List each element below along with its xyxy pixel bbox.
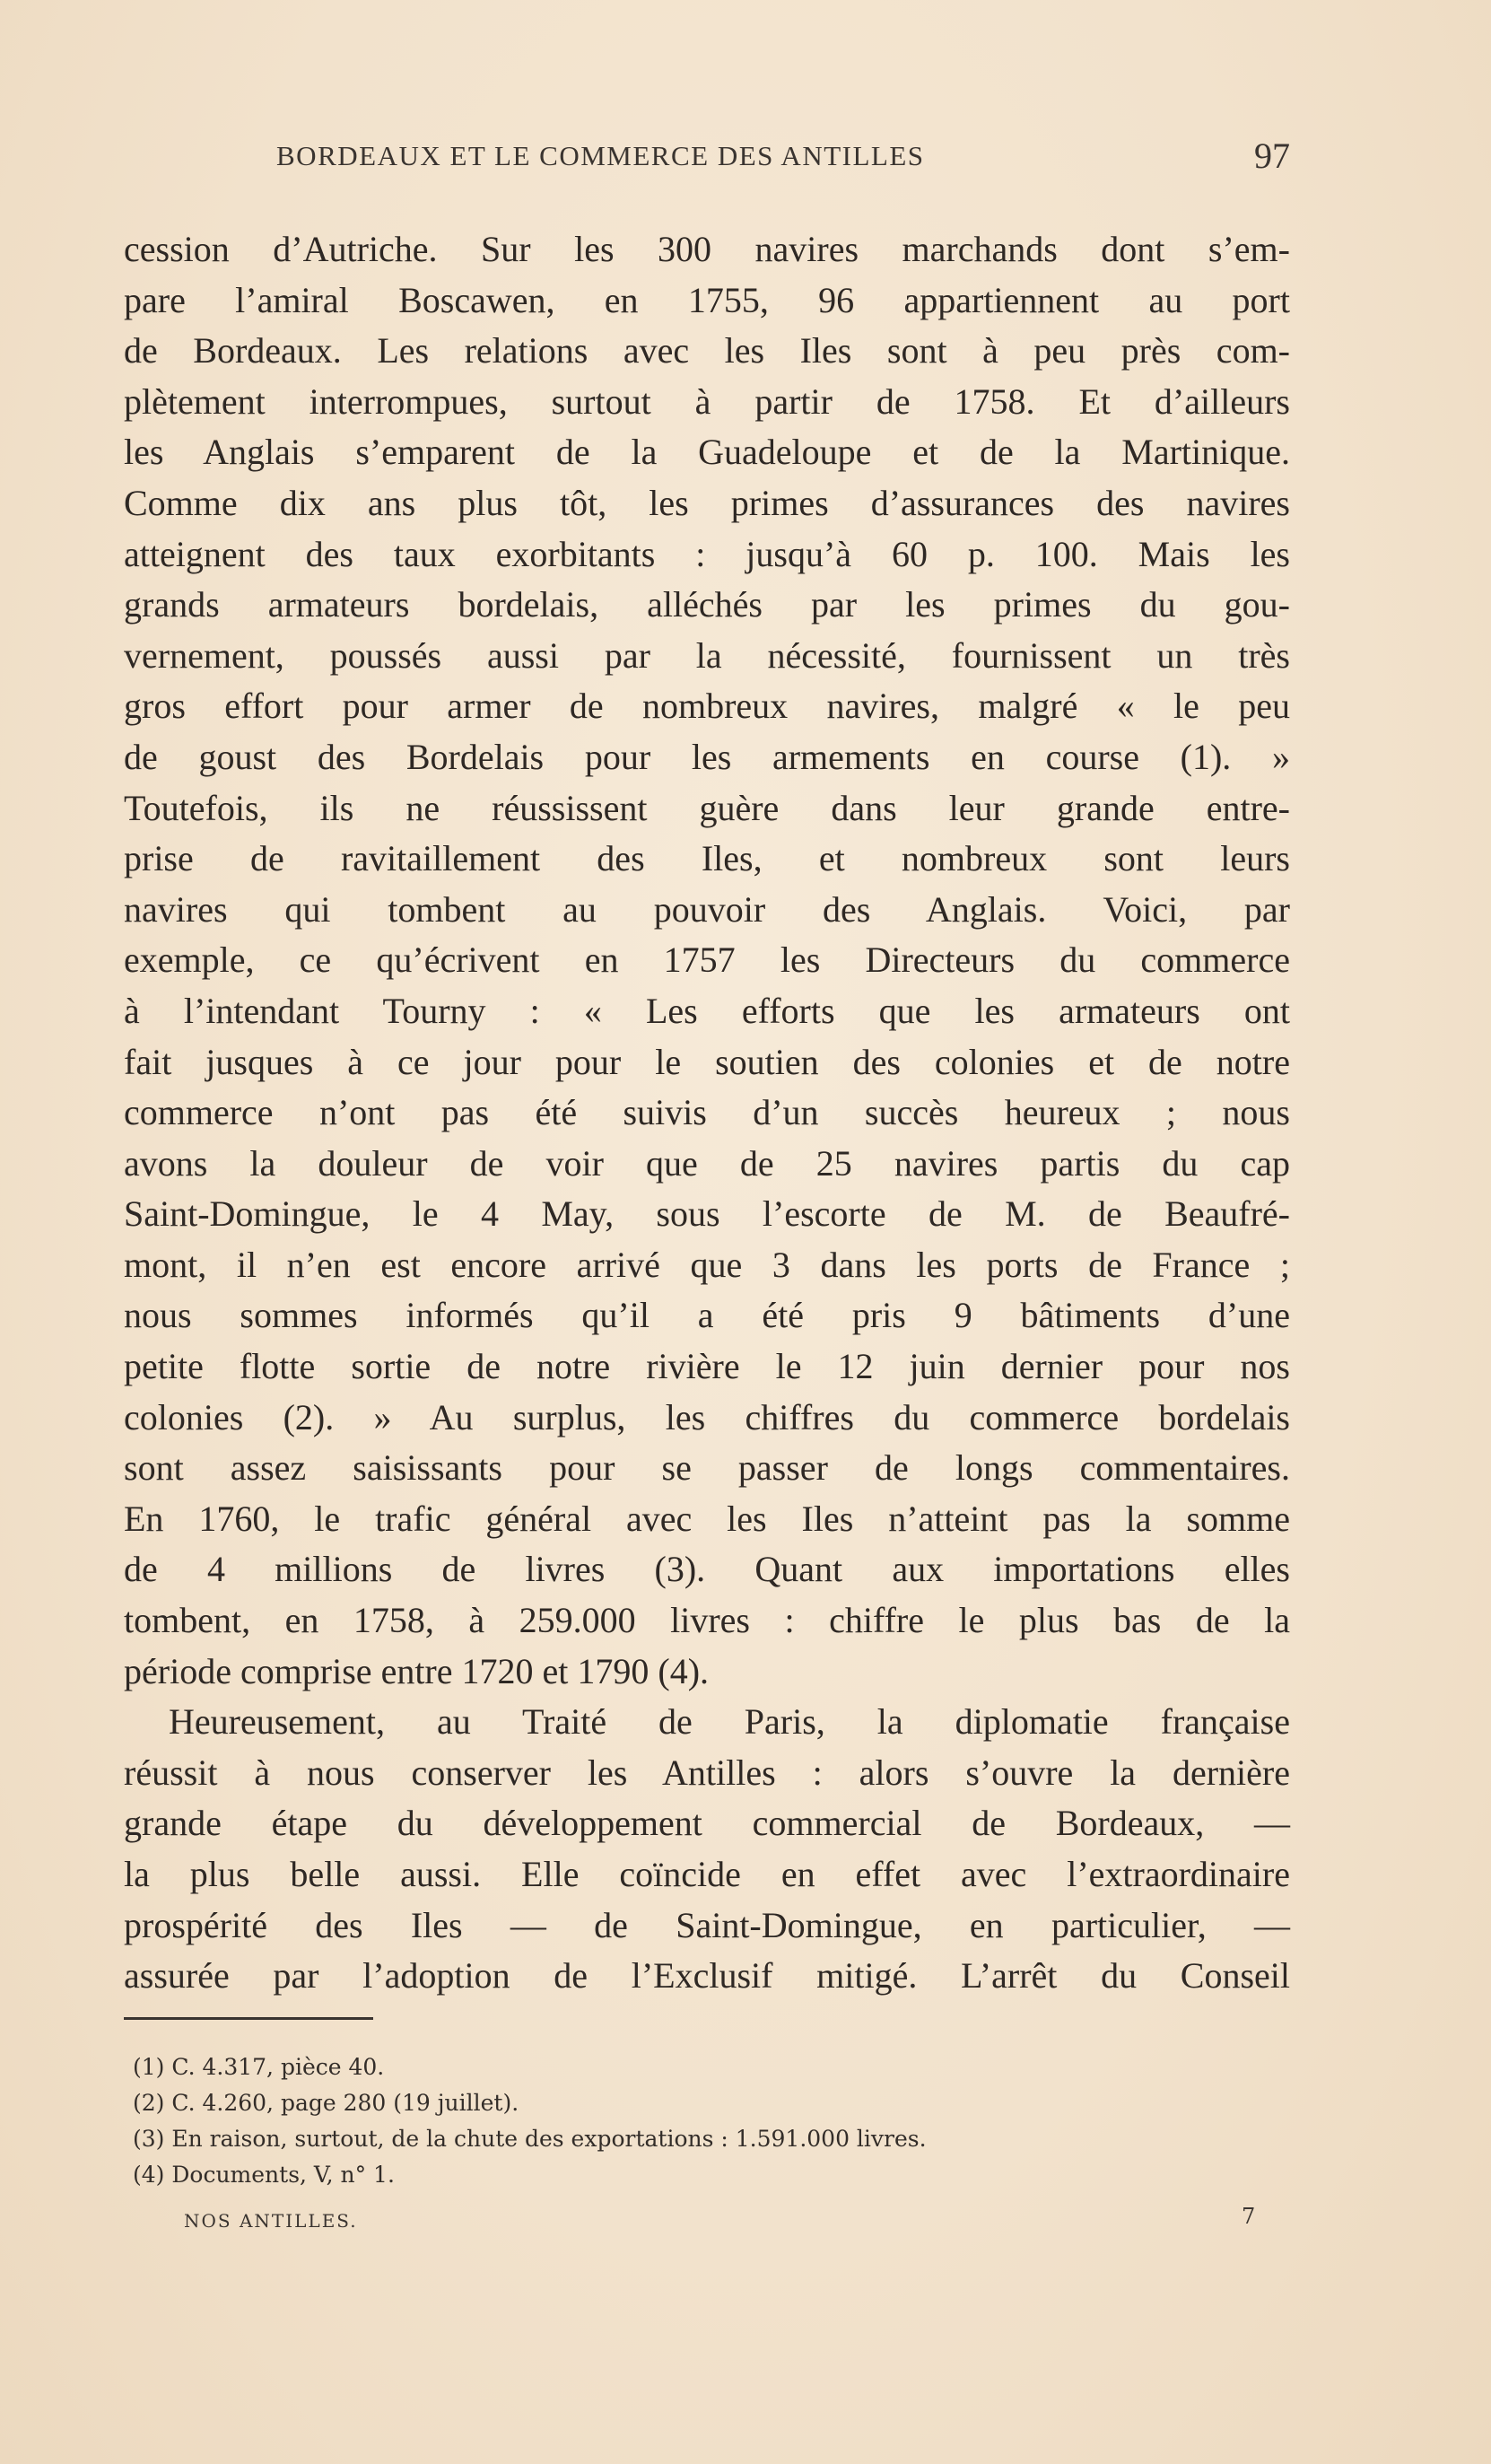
text-line: de 4 millions de livres (3). Quant aux importations elles bbox=[124, 1549, 1290, 1590]
text-line: colonies (2). » Au surplus, les chiffres du commerce bordelais bbox=[124, 1396, 1290, 1437]
text-line: grande étape du développement commercial de Bordeaux, — bbox=[124, 1803, 1290, 1844]
text-line: Comme dix ans plus tôt, les primes d’assurances des navires bbox=[124, 482, 1290, 523]
text-line: Saint-Domingue, le 4 May, sous l’escorte de M. de Beaufré- bbox=[124, 1193, 1290, 1235]
text-line: nous sommes informés qu’il a été pris 9 bâtiments d’une bbox=[124, 1295, 1290, 1336]
text-line: de goust des Bordelais pour les armements en course (1). » bbox=[124, 736, 1290, 777]
footnotes bbox=[133, 2049, 1281, 2193]
signature-mark: NOS ANTILLES. bbox=[184, 2210, 358, 2232]
text-line: atteignent des taux exorbitants : jusqu’à 60 p. 100. Mais les bbox=[124, 533, 1290, 574]
text-line: les Anglais s’emparent de la Guadeloupe et de la Martinique. bbox=[124, 432, 1290, 473]
running-title: BORDEAUX ET LE COMMERCE DES ANTILLES bbox=[276, 140, 925, 171]
text-line: prospérité des Iles — de Saint-Domingue, en particulier, — bbox=[124, 1904, 1290, 1945]
footnote: (3) En raison, surtout, de la chute des exportations : 1.591.000 livres. bbox=[133, 2126, 927, 2152]
text-line: sont assez saisissants pour se passer de longs commentaires. bbox=[124, 1447, 1290, 1489]
text-line: grands armateurs bordelais, alléchés par les primes du gou- bbox=[124, 584, 1290, 625]
footnote: (4) Documents, V, n° 1. bbox=[133, 2162, 395, 2188]
text-line: mont, il n’en est encore arrivé que 3 dans les ports de France ; bbox=[124, 1244, 1290, 1285]
signature-number: 7 bbox=[1242, 2204, 1256, 2229]
text-line: plètement interrompues, surtout à partir de 1758. Et d’ailleurs bbox=[124, 380, 1290, 422]
footnote: (1) C. 4.317, pièce 40. bbox=[133, 2054, 385, 2080]
footnote-divider bbox=[124, 2017, 373, 2020]
text-line: de Bordeaux. Les relations avec les Iles sont à peu près com- bbox=[124, 330, 1290, 371]
text-line: assurée par l’adoption de l’Exclusif mitigé. L’arrêt du Conseil bbox=[124, 1955, 1290, 1997]
footnote: (2) C. 4.260, page 280 (19 juillet). bbox=[133, 2090, 519, 2116]
text-line: à l’intendant Tourny : « Les efforts que les armateurs ont bbox=[124, 990, 1290, 1031]
text-line: période comprise entre 1720 et 1790 (4). bbox=[124, 1650, 710, 1691]
text-line: exemple, ce qu’écrivent en 1757 les Directeurs du commerce bbox=[124, 939, 1290, 981]
text-line: prise de ravitaillement des Iles, et nombreux sont leurs bbox=[124, 838, 1290, 879]
text-line: tombent, en 1758, à 259.000 livres : chiffre le plus bas de la bbox=[124, 1600, 1290, 1641]
text-line: Toutefois, ils ne réussissent guère dans leur grande entre- bbox=[124, 787, 1290, 828]
text-line: petite flotte sortie de notre rivière le 12 juin dernier pour nos bbox=[124, 1346, 1290, 1387]
body-text bbox=[124, 224, 1290, 2002]
text-line: navires qui tombent au pouvoir des Anglais. Voici, par bbox=[124, 888, 1290, 930]
text-line: la plus belle aussi. Elle coïncide en effet avec l’extraordinaire bbox=[124, 1854, 1290, 1894]
paragraph-start-line: Heureusement, au Traité de Paris, la diplomatie française bbox=[169, 1701, 1290, 1743]
text-line: fait jusques à ce jour pour le soutien des colonies et de notre bbox=[124, 1041, 1290, 1082]
text-line: avons la douleur de voir que de 25 navires partis du cap bbox=[124, 1142, 1290, 1184]
text-line: En 1760, le trafic général avec les Iles n’atteint pas la somme bbox=[124, 1498, 1290, 1539]
text-line: pare l’amiral Boscawen, en 1755, 96 appartiennent au port bbox=[124, 279, 1290, 320]
page-number: 97 bbox=[1254, 135, 1290, 176]
text-line: vernement, poussés aussi par la nécessité, fournissent un très bbox=[124, 634, 1290, 676]
text-line: commerce n’ont pas été suivis d’un succès heureux ; nous bbox=[124, 1092, 1290, 1133]
text-line: gros effort pour armer de nombreux navires, malgré « le peu bbox=[124, 686, 1290, 727]
page-header bbox=[124, 135, 1290, 185]
text-line: cession d’Autriche. Sur les 300 navires marchands dont s’em- bbox=[124, 229, 1290, 269]
text-line: réussit à nous conserver les Antilles : alors s’ouvre la dernière bbox=[124, 1752, 1290, 1793]
